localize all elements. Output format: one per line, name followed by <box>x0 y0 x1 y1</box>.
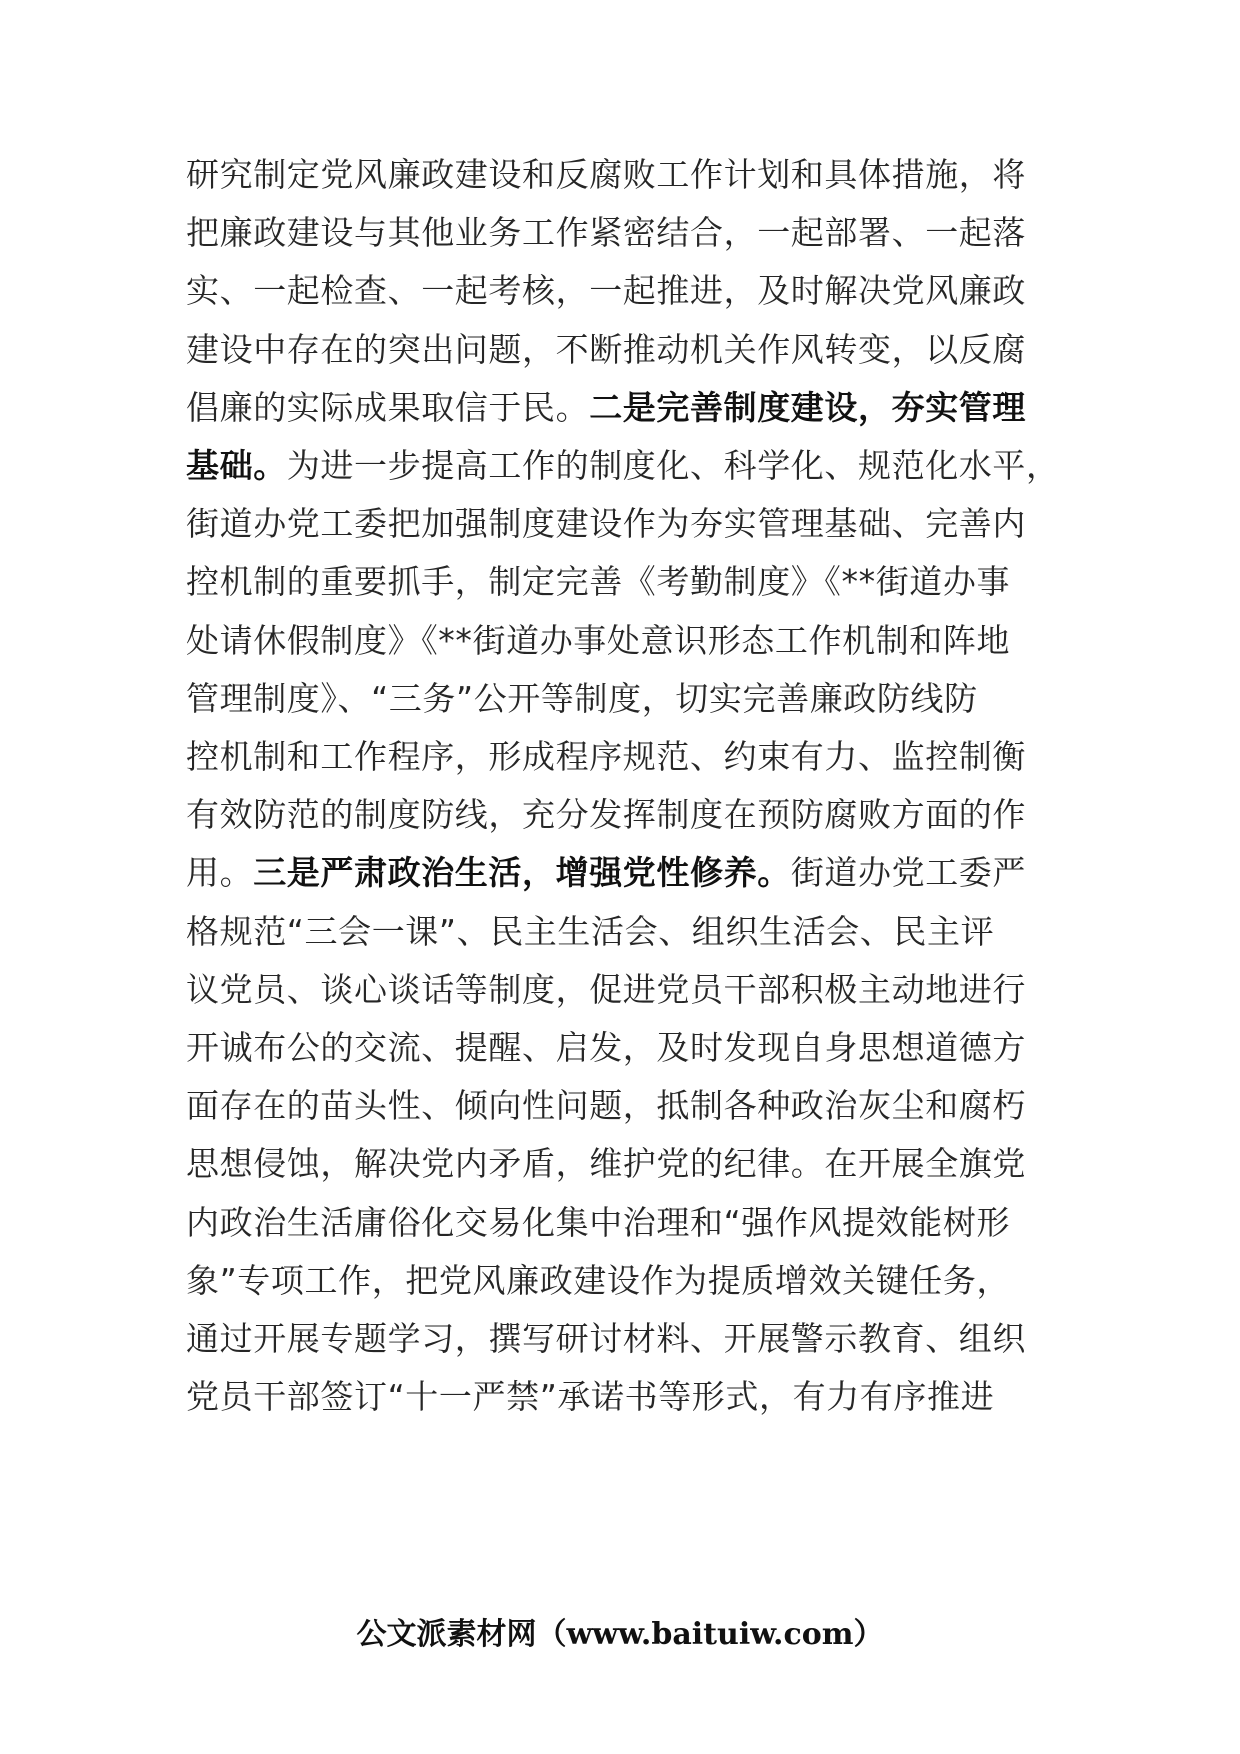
bold-heading-segment: 基础。 <box>186 446 287 485</box>
text-line <box>186 1081 1066 1131</box>
text-line <box>186 557 1066 607</box>
text-segment: 开诚布公的交流、提醒、启发，及时发现自身思想道德方 <box>186 1028 1026 1067</box>
text-line <box>186 266 1066 316</box>
text-segment: 控机制和工作程序，形成程序规范、约束有力、监控制衡 <box>186 737 1026 776</box>
text-line <box>186 1198 1066 1248</box>
text-segment: 内政治生活庸俗化交易化集中治理和“强作风提效能树形 <box>186 1202 1011 1242</box>
text-line <box>186 1256 1066 1306</box>
text-segment: 象”专项工作，把党风廉政建设作为提质增效关键任务， <box>186 1260 1011 1300</box>
text-line <box>186 441 1066 491</box>
text-line <box>186 150 1066 200</box>
text-segment: 用。 <box>186 853 254 893</box>
text-line <box>186 616 1066 666</box>
text-segment: 把廉政建设与其他业务工作紧密结合，一起部署、一起落 <box>186 213 1026 253</box>
text-segment: 控机制的重要抓手，制定完善《考勤制度》《**街道办事 <box>186 562 1011 602</box>
text-segment: 建设中存在的突出问题，不断推动机关作风转变，以反腐 <box>186 329 1026 369</box>
text-line <box>186 732 1066 782</box>
text-segment: 管理制度》、“三务”公开等制度，切实完善廉政防线防 <box>186 678 978 718</box>
text-segment: 倡廉的实际成果取信于民。 <box>186 387 590 427</box>
text-line <box>186 1372 1066 1422</box>
text-line <box>186 907 1066 957</box>
text-line <box>186 1314 1066 1364</box>
text-segment: 为进一步提高工作的制度化、科学化、规范化水平， <box>286 446 1060 485</box>
footer-watermark: 公文派素材网（www.baituiw.com） <box>356 1617 884 1652</box>
text-line <box>186 325 1066 375</box>
text-line <box>186 965 1066 1015</box>
text-segment: 街道办党工委把加强制度建设作为夯实管理基础、完善内 <box>186 504 1026 544</box>
text-segment: 研究制定党风廉政建设和反腐败工作计划和具体措施，将 <box>186 155 1026 194</box>
text-line <box>186 674 1066 724</box>
text-segment: 街道办党工委严 <box>790 853 1027 893</box>
text-segment: 实、一起检查、一起考核，一起推进，及时解决党风廉政 <box>186 271 1026 311</box>
text-line <box>186 208 1066 258</box>
text-segment: 议党员、谈心谈话等制度，促进党员干部积极主动地进行 <box>186 969 1026 1009</box>
text-line <box>186 1023 1066 1073</box>
text-segment: 有效防范的制度防线，充分发挥制度在预防腐败方面的作 <box>186 795 1026 835</box>
text-segment: 思想侵蚀，解决党内矛盾，维护党的纪律。在开展全旗党 <box>186 1144 1026 1184</box>
text-line <box>186 1139 1066 1189</box>
text-segment: 面存在的苗头性、倾向性问题，抵制各种政治灰尘和腐朽 <box>186 1086 1026 1126</box>
text-segment: 党员干部签订“十一严禁”承诺书等形式，有力有序推进 <box>186 1377 995 1417</box>
text-segment: 格规范“三会一课”、民主生活会、组织生活会、民主评 <box>186 911 995 951</box>
bold-heading-segment: 二是完善制度建设，夯实管理 <box>589 387 1027 427</box>
bold-heading-segment: 三是严肃政治生活，增强党性修养。 <box>253 853 791 893</box>
text-line <box>186 848 1066 898</box>
text-line <box>186 790 1066 840</box>
text-segment: 处请休假制度》《**街道办事处意识形态工作机制和阵地 <box>186 620 1011 660</box>
text-segment: 通过开展专题学习，撰写研讨材料、开展警示教育、组织 <box>186 1319 1026 1358</box>
text-line <box>186 383 1066 433</box>
text-line <box>186 499 1066 549</box>
